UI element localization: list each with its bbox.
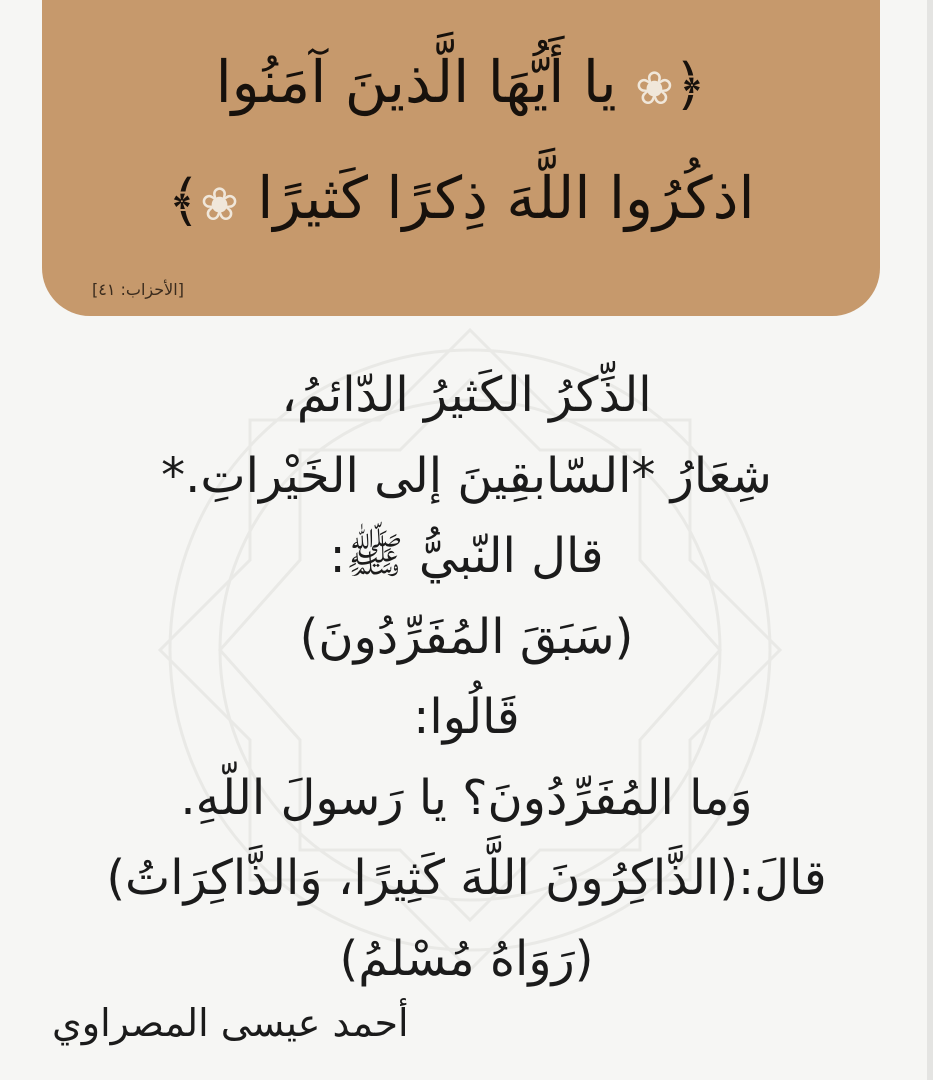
verse-reference: [الأحزاب: ٤١] (92, 280, 184, 299)
hadith-line: شِعَارُ *السّابقِينَ إلى الخَيْراتِ.* (161, 447, 772, 504)
floral-ornament-icon: ❀﴾ (167, 168, 239, 234)
quran-verse-card (42, 0, 880, 316)
verse-text-line-2: اذكُرُوا اللَّهَ ذِكرًا كَثيرًا (257, 164, 755, 232)
verse-line-2 (42, 158, 880, 244)
hadith-line: قَالُوا: (413, 689, 520, 745)
hadith-block (0, 355, 933, 999)
hadith-line: (سَبَقَ المُفَرِّدُونَ) (299, 608, 634, 665)
hadith-line: الذِّكرُ الكَثيرُ الدّائمُ، (281, 367, 652, 423)
hadith-line: قال النّبيُّ ﷺ: (329, 528, 604, 584)
hadith-line: وَما المُفَرِّدُونَ؟ يا رَسولَ اللّهِ. (180, 769, 753, 826)
hadith-line: (رَوَاهُ مُسْلمُ) (339, 930, 594, 987)
verse-text-line-1: يا أَيُّهَا الَّذينَ آمَنُوا (215, 48, 617, 116)
verse-line-1 (42, 42, 880, 128)
author-signature: أحمد عيسى المصراوي (52, 1001, 409, 1045)
hadith-line: قالَ:(الذَّاكِرُونَ اللَّهَ كَثِيرًا، وَالذَّاكِرَاتُ) (106, 850, 827, 906)
floral-ornament-icon: ﴿❀ (635, 52, 707, 118)
